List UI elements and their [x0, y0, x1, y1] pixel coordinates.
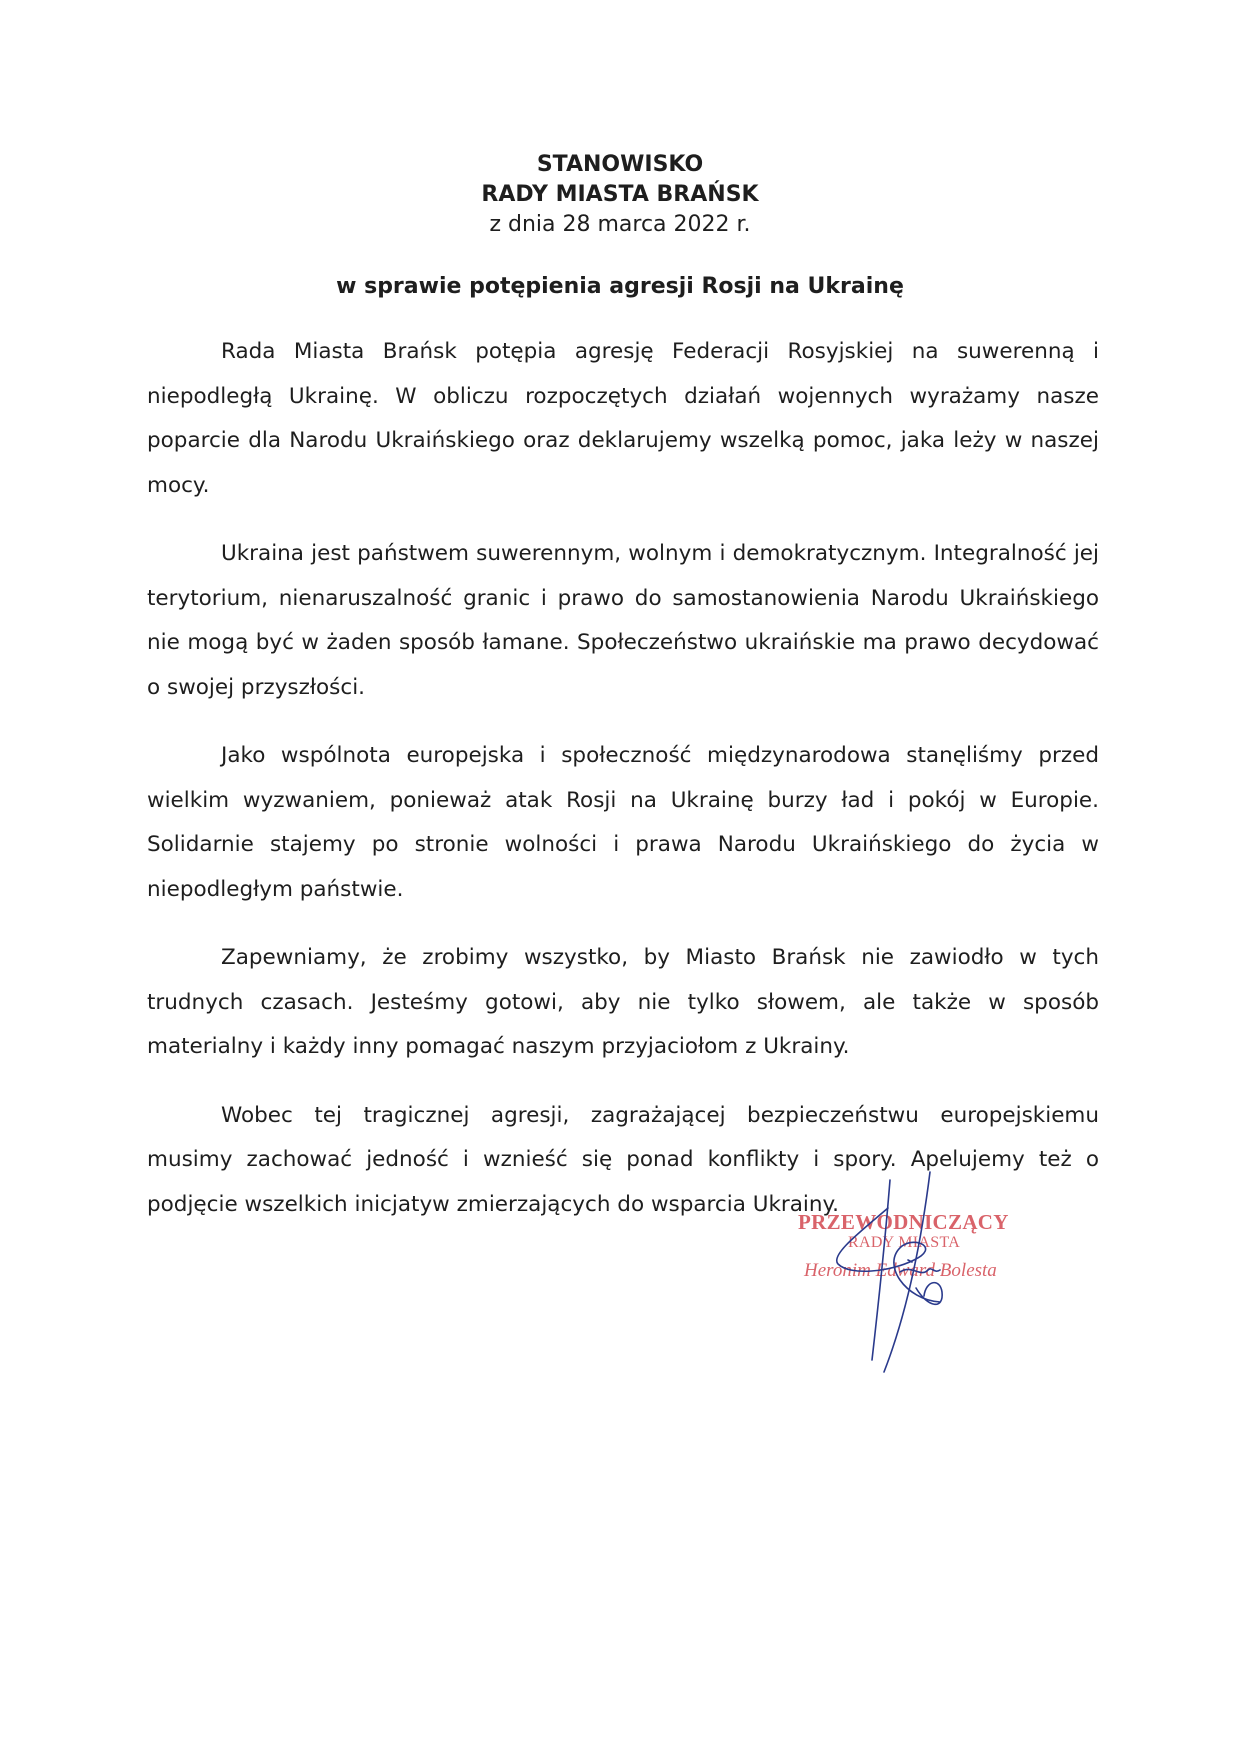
document-subject: w sprawie potępienia agresji Rosji na Ukrainę — [336, 274, 904, 299]
issuing-body: RADY MIASTA BRAŃSK — [481, 182, 759, 207]
stamp-title: PRZEWODNICZĄCY — [798, 1210, 1009, 1234]
paragraph-3: Jako wspólnota europejska i społeczność międzynarodowa stanęliśmy przed wielkim wyzwaniem, ponieważ atak Rosji na Ukrainę burzy ład i pokój w Europie. Solidarnie stajemy po stronie wolności i prawa Narodu Ukraińskiego do życia w niepodległym państwie. — [147, 743, 1099, 902]
paragraph-2: Ukraina jest państwem suwerennym, wolnym i demokratycznym. Integralność jej terytorium, nienaruszalność granic i prawo do samostanowienia Narodu Ukraińskiego nie mogą być w żaden sposób łamane. Społeczeństwo ukraińskie ma prawo decydować o swojej przyszłości. — [147, 541, 1099, 700]
stamp-name: Heronim Edward Bolesta — [804, 1260, 997, 1281]
document-header — [0, 150, 1240, 240]
paragraph-1: Rada Miasta Brańsk potępia agresję Federacji Rosyjskiej na suwerenną i niepodległą Ukrainę. W obliczu rozpoczętych działań wojennych wyrażamy nasze poparcie dla Narodu Ukraińskiego oraz deklarujemy wszelką pomoc, jaka leży w naszej mocy. — [147, 339, 1099, 498]
document-title: STANOWISKO — [536, 152, 704, 177]
paragraph-4: Zapewniamy, że zrobimy wszystko, by Miasto Brańsk nie zawiodło w tych trudnych czasach. Jesteśmy gotowi, aby nie tylko słowem, ale także w sposób materialny i każdy inny pomagać naszym przyjaciołom z Ukrainy. — [147, 945, 1099, 1059]
document-date: z dnia 28 marca 2022 r. — [489, 212, 751, 237]
stamp-subtitle: RADY MIASTA — [848, 1234, 961, 1251]
signature-icon — [820, 1160, 980, 1380]
document-body — [147, 330, 1099, 1251]
paragraph-5: Wobec tej tragicznej agresji, zagrażającej bezpieczeństwu europejskiemu musimy zachować jedność i wznieść się ponad konflikty i spory. Apelujemy też o podjęcie wszelkich inicjatyw zmierzających do wsparcia Ukrainy. — [147, 1102, 1099, 1217]
